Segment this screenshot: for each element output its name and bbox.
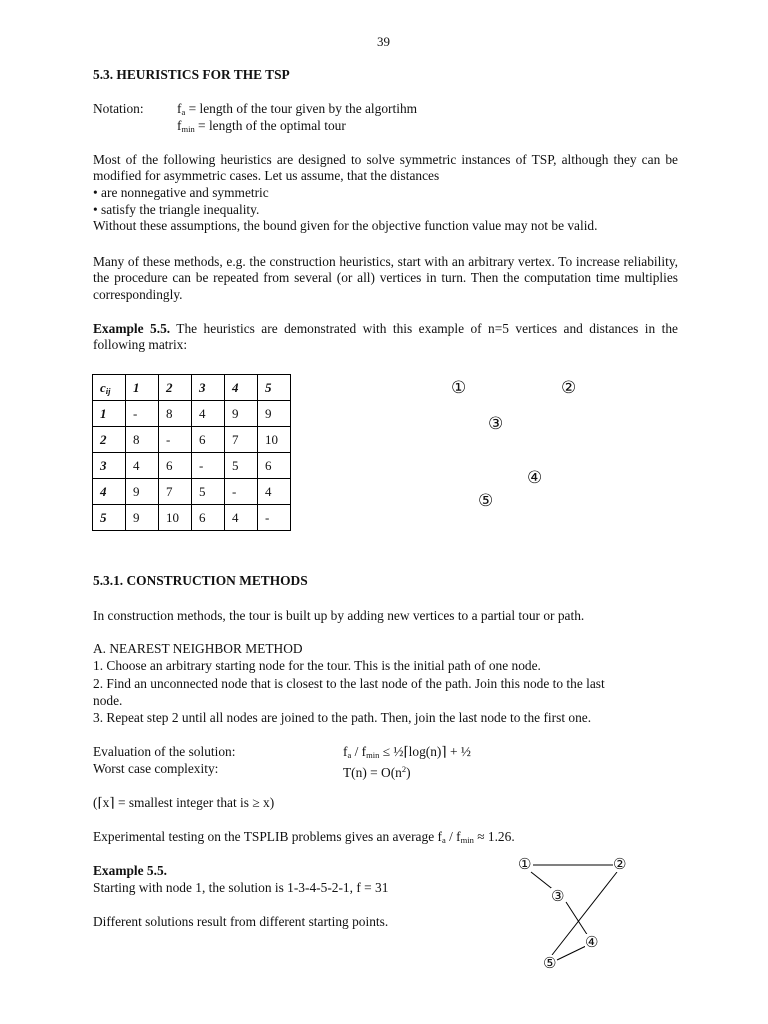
- matrix-cell: 4: [258, 479, 291, 505]
- matrix-row-header: 4: [93, 479, 126, 505]
- matrix-cell: 10: [258, 427, 291, 453]
- bullet-nonnegative: • are nonnegative and symmetric: [93, 185, 269, 200]
- experimental-result: Experimental testing on the TSPLIB problems gives an average $f_a / f_{min} \approx 1.26$.: [93, 829, 515, 845]
- fa-symbol: f: [177, 101, 182, 116]
- vertex-1: ①: [451, 378, 467, 398]
- example2-solution: Starting with node 1, the solution is 1-3-4-5-2-1, f = 31: [93, 880, 389, 895]
- example2-label: Example 5.5.: [93, 863, 168, 878]
- matrix-cell: 9: [258, 401, 291, 427]
- matrix-cell: -: [159, 427, 192, 453]
- matrix-cell: 4: [126, 453, 159, 479]
- page-number: 39: [377, 34, 390, 49]
- nn-step-2: 2. Find an unconnected node that is closest to the last node of the path. Join this node to the last: [93, 676, 605, 691]
- matrix-cell: -: [225, 479, 258, 505]
- matrix-cell: 9: [126, 505, 159, 531]
- notation-label: Notation:: [93, 101, 144, 116]
- matrix-col-header: 2: [159, 375, 192, 401]
- nn-step-2-cont: node.: [93, 693, 123, 708]
- matrix-cell: -: [126, 401, 159, 427]
- evaluation-formula: $f_a / f_{min}$ ≤ ½⌈log(n)⌉ + ½: [343, 744, 471, 760]
- tour-vertex-1: ①: [518, 855, 532, 873]
- matrix-col-header: 1: [126, 375, 159, 401]
- vertex-5: ⑤: [478, 491, 494, 511]
- matrix-row-header: 1: [93, 401, 126, 427]
- worst-case-label: Worst case complexity:: [93, 761, 219, 776]
- matrix-cell: 7: [159, 479, 192, 505]
- example-label: Example 5.5.: [93, 321, 171, 336]
- vertex-3: ③: [488, 414, 504, 434]
- paragraph-symmetric: Most of the following heuristics are designed to solve symmetric instances of TSP, although they can be modified for asymmetric cases. Let us assume, that the distances: [93, 152, 678, 184]
- nn-title: A. NEAREST NEIGHBOR METHOD: [93, 641, 303, 656]
- example2-note: Different solutions result from different starting points.: [93, 914, 389, 929]
- fmin-subscript: min: [181, 124, 195, 134]
- matrix-cell: 6: [159, 453, 192, 479]
- fmin-symbol: f: [177, 118, 182, 133]
- matrix-cell: -: [192, 453, 225, 479]
- construction-intro: In construction methods, the tour is built up by adding new vertices to a partial tour or path.: [93, 608, 585, 623]
- matrix-row-header: 2: [93, 427, 126, 453]
- matrix-cell: 7: [225, 427, 258, 453]
- nn-step-3: 3. Repeat step 2 until all nodes are joined to the path. Then, join the last node to the first one.: [93, 710, 592, 725]
- tour-vertex-3: ③: [551, 887, 565, 905]
- tour-vertex-5: ⑤: [543, 954, 557, 972]
- matrix-cell: 4: [225, 505, 258, 531]
- fa-definition: = length of the tour given by the algortihm: [185, 101, 418, 116]
- section-title: 5.3. HEURISTICS FOR THE TSP: [93, 67, 290, 82]
- subsection-title: 5.3.1. CONSTRUCTION METHODS: [93, 573, 308, 588]
- matrix-cell: 4: [192, 401, 225, 427]
- fa-subscript: a: [181, 107, 186, 117]
- matrix-cell: 8: [126, 427, 159, 453]
- matrix-col-header: 5: [258, 375, 291, 401]
- matrix-cell: 6: [192, 505, 225, 531]
- fmin-definition: = length of the optimal tour: [194, 118, 346, 133]
- matrix-row-header: 3: [93, 453, 126, 479]
- matrix-cell: 6: [192, 427, 225, 453]
- tour-vertex-4: ④: [585, 933, 599, 951]
- matrix-corner: $c_{ij}$: [93, 375, 126, 401]
- evaluation-label: Evaluation of the solution:: [93, 744, 236, 759]
- vertex-2: ②: [561, 378, 577, 398]
- matrix-cell: 10: [159, 505, 192, 531]
- matrix-cell: 5: [192, 479, 225, 505]
- matrix-cell: 9: [126, 479, 159, 505]
- paragraph-assumptions: Without these assumptions, the bound given for the objective function value may not be valid.: [93, 218, 598, 233]
- matrix-cell: 9: [225, 401, 258, 427]
- matrix-cell: 5: [225, 453, 258, 479]
- worst-case-formula: $T(n) = O(n^2)$: [343, 764, 411, 780]
- tour-edge-4-5: [557, 946, 586, 960]
- example-text: The heuristics are demonstrated with this example of n=5 vertices and distances in the following matrix:: [93, 321, 678, 353]
- matrix-col-header: 4: [225, 375, 258, 401]
- vertex-4: ④: [527, 468, 543, 488]
- matrix-cell: 6: [258, 453, 291, 479]
- nn-step-1: 1. Choose an arbitrary starting node for the tour. This is the initial path of one node.: [93, 658, 541, 673]
- matrix-cell: 8: [159, 401, 192, 427]
- tour-edge-3-4: [566, 902, 588, 936]
- paragraph-methods: Many of these methods, e.g. the construction heuristics, start with an arbitrary vertex. To increase reliability, the procedure can be repeated from several (or all) vertices in turn. Then the computation time multiplies correspondingly.: [93, 254, 678, 302]
- tour-vertex-2: ②: [613, 855, 627, 873]
- matrix-cell: -: [258, 505, 291, 531]
- ceiling-note: (⌈x⌉ = smallest integer that is ≥ x): [93, 795, 275, 810]
- matrix-row-header: 5: [93, 505, 126, 531]
- bullet-triangle: • satisfy the triangle inequality.: [93, 202, 260, 217]
- matrix-col-header: 3: [192, 375, 225, 401]
